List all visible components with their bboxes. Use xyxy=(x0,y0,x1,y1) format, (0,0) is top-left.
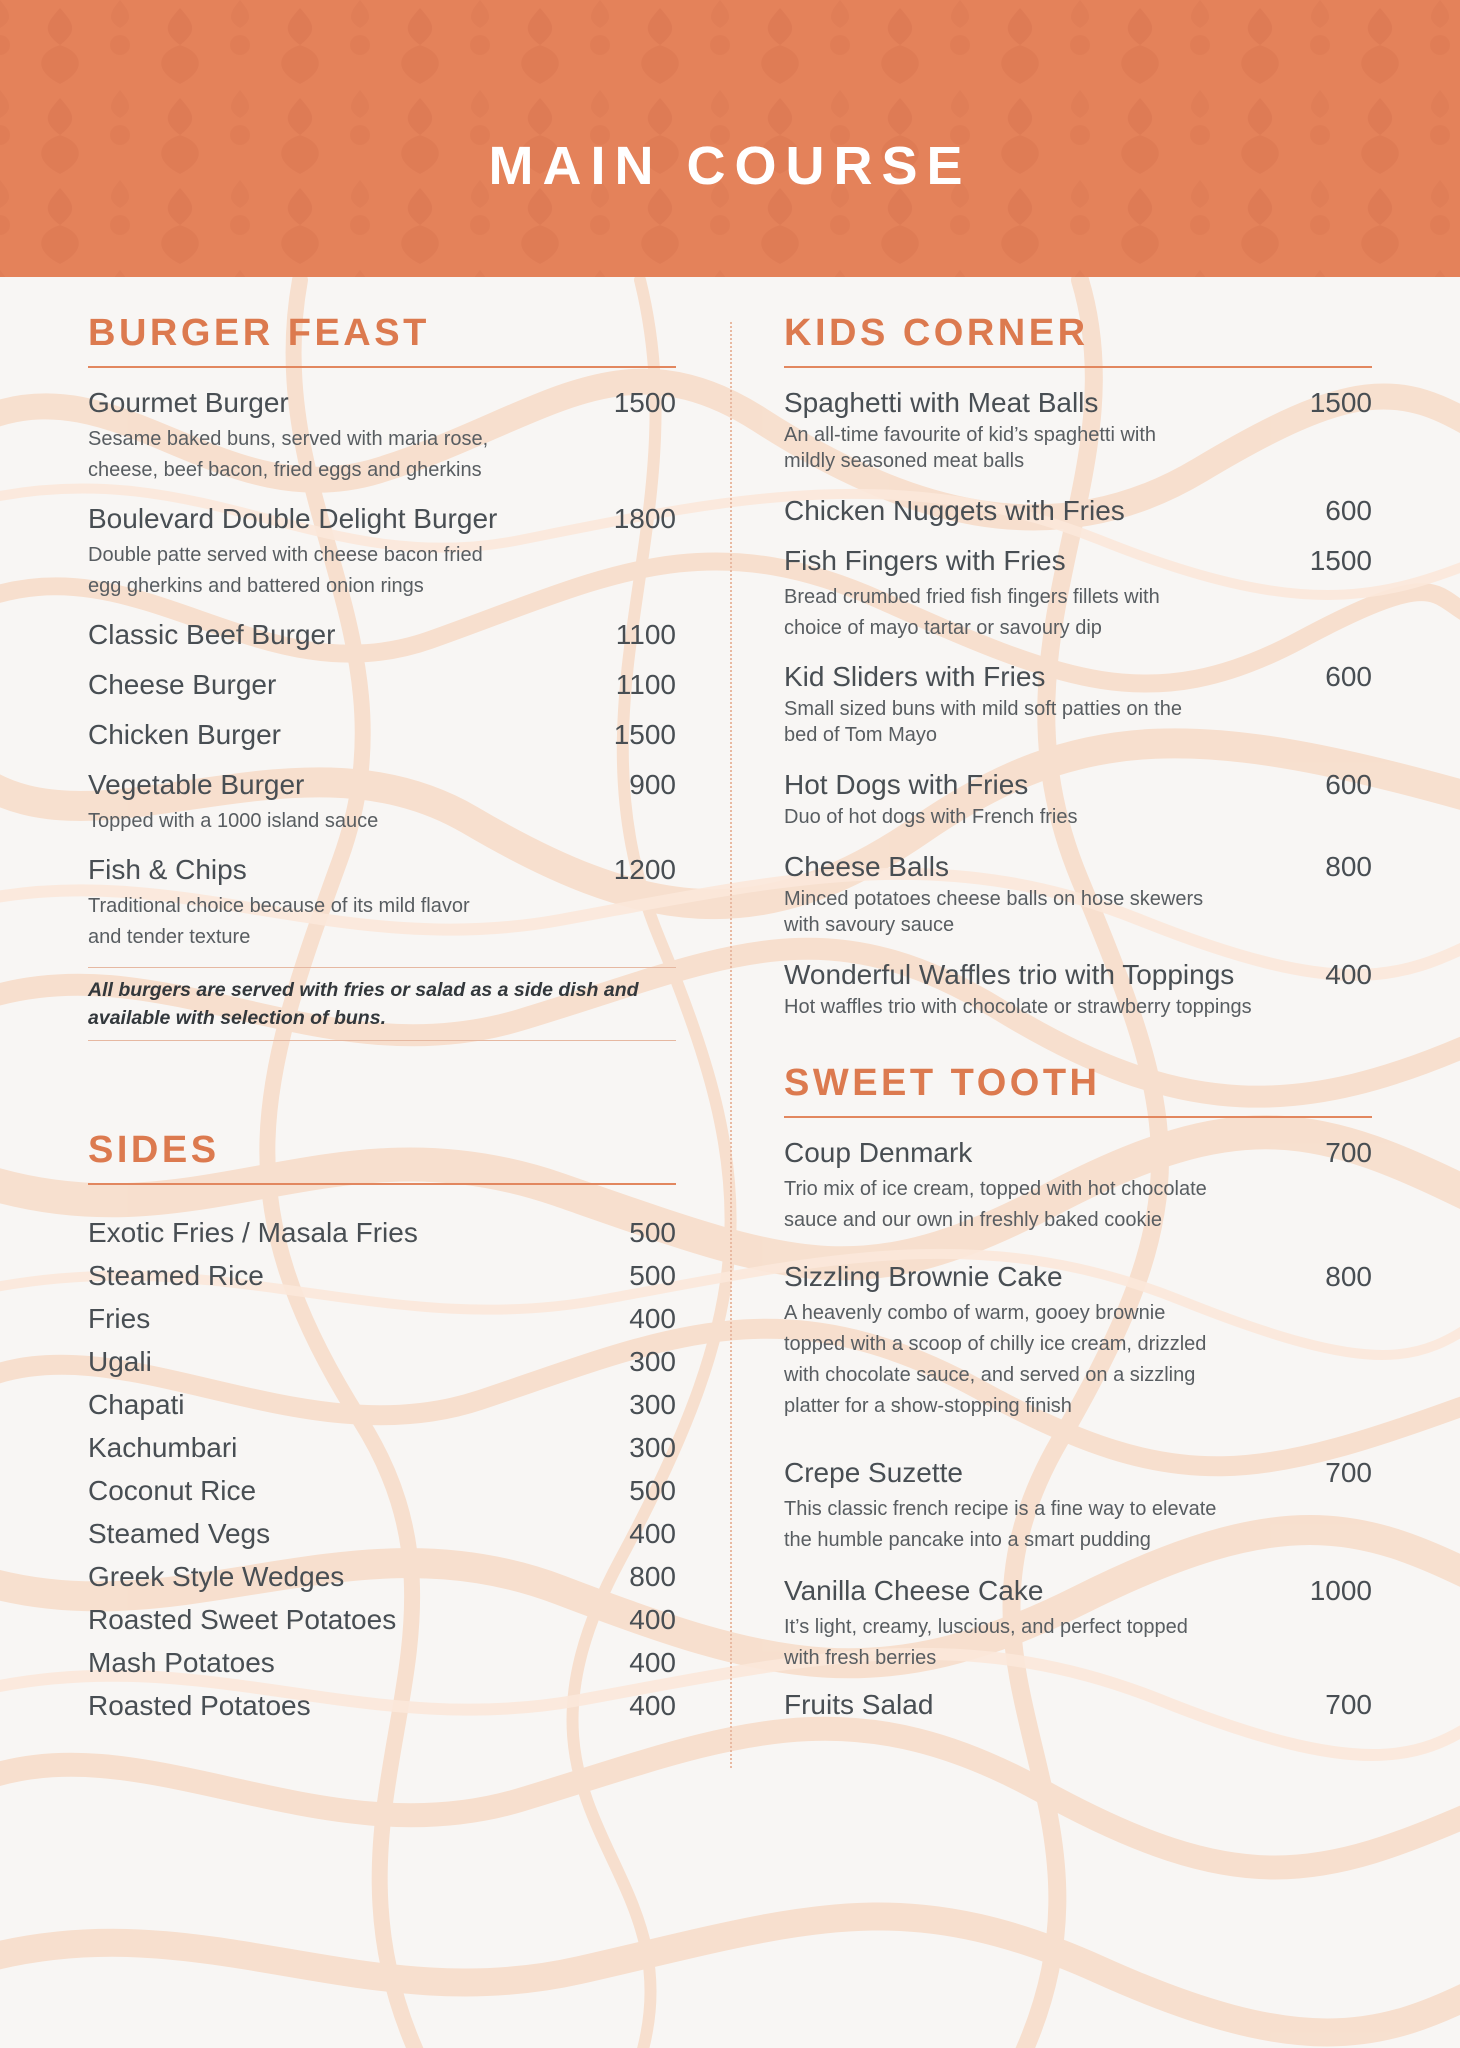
item-price: 700 xyxy=(1325,1689,1372,1720)
item-name: Crepe Suzette xyxy=(784,1457,963,1488)
column-divider xyxy=(730,322,732,1768)
list-item xyxy=(88,1598,676,1641)
item-price: 400 xyxy=(629,1690,676,1721)
item-name: Steamed Rice xyxy=(88,1260,264,1291)
item-name: Roasted Potatoes xyxy=(88,1690,311,1721)
item-price: 500 xyxy=(629,1475,676,1506)
list-item xyxy=(88,1469,676,1512)
menu-item xyxy=(88,500,676,602)
sides-list xyxy=(88,1211,676,1727)
item-description: An all-time favourite of kid’s spaghetti with mildly seasoned meat balls xyxy=(784,424,1157,472)
sides-section xyxy=(88,1127,676,1727)
burger-feast-section xyxy=(88,310,676,1041)
menu-item xyxy=(88,666,676,704)
list-item xyxy=(88,1684,676,1727)
item-description: This classic french recipe is a fine way to elevate the humble pancake into a smart pudding xyxy=(784,1498,1217,1551)
item-name: Classic Beef Burger xyxy=(88,619,336,650)
item-price: 600 xyxy=(1325,769,1372,800)
item-price: 1800 xyxy=(613,503,676,534)
menu-item xyxy=(88,384,676,486)
item-description: Hot waffles trio with chocolate or strawberry toppings xyxy=(784,996,1252,1018)
menu-item xyxy=(88,616,676,654)
item-name: Ugali xyxy=(88,1346,152,1377)
list-item xyxy=(88,1512,676,1555)
burger-note: All burgers are served with fries or salad as a side dish and available with selection of buns. xyxy=(88,967,676,1041)
item-price: 1500 xyxy=(613,387,676,418)
item-name: Gourmet Burger xyxy=(88,387,289,418)
kids-corner-section xyxy=(784,310,1372,1020)
item-name: Fish Fingers with Fries xyxy=(784,545,1066,576)
section-title-kids-corner: KIDS CORNER xyxy=(784,310,1372,368)
menu-item xyxy=(784,658,1372,748)
item-description: Sesame baked buns, served with maria rose, cheese, beef bacon, fried eggs and gherkins xyxy=(88,428,489,481)
item-name: Coconut Rice xyxy=(88,1475,257,1506)
item-name: Greek Style Wedges xyxy=(88,1561,345,1592)
item-price: 700 xyxy=(1325,1457,1372,1488)
section-title-burger-feast: BURGER FEAST xyxy=(88,310,676,368)
item-description: Topped with a 1000 island sauce xyxy=(88,810,379,832)
item-price: 900 xyxy=(629,769,676,800)
item-price: 300 xyxy=(629,1389,676,1420)
item-name: Wonderful Waffles trio with Toppings xyxy=(784,959,1235,990)
menu-item xyxy=(784,848,1372,938)
menu-item xyxy=(784,1258,1372,1422)
menu-item xyxy=(784,956,1372,1020)
item-name: Coup Denmark xyxy=(784,1137,973,1168)
item-name: Roasted Sweet Potatoes xyxy=(88,1604,397,1635)
item-price: 400 xyxy=(629,1604,676,1635)
section-title-sweet-tooth: SWEET TOOTH xyxy=(784,1060,1372,1118)
item-price: 600 xyxy=(1325,661,1372,692)
list-item xyxy=(88,1297,676,1340)
item-name: Cheese Burger xyxy=(88,669,277,700)
item-price: 1100 xyxy=(615,669,676,700)
item-price: 1200 xyxy=(613,854,676,885)
menu-item xyxy=(784,384,1372,474)
item-price: 400 xyxy=(629,1518,676,1549)
item-name: Mash Potatoes xyxy=(88,1647,275,1678)
menu-item xyxy=(784,766,1372,830)
item-name: Kachumbari xyxy=(88,1432,238,1463)
item-price: 800 xyxy=(629,1561,676,1592)
item-description: Small sized buns with mild soft patties on the bed of Tom Mayo xyxy=(784,698,1182,746)
list-item xyxy=(88,1254,676,1297)
item-price: 400 xyxy=(629,1647,676,1678)
item-price: 500 xyxy=(629,1260,676,1291)
menu-item xyxy=(784,1454,1372,1556)
item-price: 1000 xyxy=(1309,1575,1372,1606)
item-price: 1500 xyxy=(1309,545,1372,576)
item-name: Fruits Salad xyxy=(784,1689,934,1720)
item-price: 300 xyxy=(629,1346,676,1377)
item-price: 800 xyxy=(1325,851,1372,882)
menu-item xyxy=(88,766,676,837)
item-description: A heavenly combo of warm, gooey brownie topped with a scoop of chilly ice cream, drizzled with chocolate sauce, and served on a sizzling platter for a show-stopping finish xyxy=(784,1302,1207,1417)
header-banner xyxy=(0,0,1460,277)
item-price: 800 xyxy=(1325,1261,1372,1292)
item-name: Exotic Fries / Masala Fries xyxy=(88,1217,418,1248)
item-price: 300 xyxy=(629,1432,676,1463)
item-price: 500 xyxy=(629,1217,676,1248)
menu-item xyxy=(88,716,676,754)
item-price: 400 xyxy=(1325,959,1372,990)
list-item xyxy=(88,1211,676,1254)
item-description: Bread crumbed fried fish fingers fillets with choice of mayo tartar or savoury dip xyxy=(784,586,1160,639)
sweet-tooth-section xyxy=(784,1060,1372,1724)
item-name: Sizzling Brownie Cake xyxy=(784,1261,1063,1292)
menu-item xyxy=(784,542,1372,644)
item-name: Kid Sliders with Fries xyxy=(784,661,1046,692)
item-price: 400 xyxy=(629,1303,676,1334)
item-description: It’s light, creamy, luscious, and perfect topped with fresh berries xyxy=(784,1616,1188,1669)
item-price: 600 xyxy=(1325,495,1372,526)
item-name: Hot Dogs with Fries xyxy=(784,769,1029,800)
item-name: Spaghetti with Meat Balls xyxy=(784,387,1099,418)
item-name: Cheese Balls xyxy=(784,851,949,882)
item-name: Fish & Chips xyxy=(88,854,247,885)
item-price: 1500 xyxy=(613,719,676,750)
item-price: 1500 xyxy=(1309,387,1372,418)
item-name: Vanilla Cheese Cake xyxy=(784,1575,1044,1606)
list-item xyxy=(88,1383,676,1426)
section-title-sides: SIDES xyxy=(88,1127,676,1185)
item-name: Chapati xyxy=(88,1389,185,1420)
list-item xyxy=(88,1641,676,1684)
item-name: Steamed Vegs xyxy=(88,1518,271,1549)
item-name: Fries xyxy=(88,1303,151,1334)
item-name: Boulevard Double Delight Burger xyxy=(88,503,498,534)
item-name: Chicken Nuggets with Fries xyxy=(784,495,1125,526)
item-price: 700 xyxy=(1325,1137,1372,1168)
item-description: Duo of hot dogs with French fries xyxy=(784,806,1078,828)
page-title: MAIN COURSE xyxy=(488,136,972,196)
item-name: Chicken Burger xyxy=(88,719,281,750)
item-description: Minced potatoes cheese balls on hose skewers with savoury sauce xyxy=(784,888,1204,936)
item-description: Traditional choice because of its mild flavor and tender texture xyxy=(88,895,470,948)
menu-item xyxy=(784,1134,1372,1236)
item-description: Double patte served with cheese bacon fried egg gherkins and battered onion rings xyxy=(88,544,483,597)
right-column xyxy=(784,310,1372,1738)
item-price: 1100 xyxy=(615,619,676,650)
list-item xyxy=(88,1340,676,1383)
menu-item xyxy=(88,851,676,953)
menu-item xyxy=(784,1686,1372,1724)
item-name: Vegetable Burger xyxy=(88,769,305,800)
menu-item xyxy=(784,1572,1372,1674)
list-item xyxy=(88,1555,676,1598)
menu-item xyxy=(784,492,1372,530)
list-item xyxy=(88,1426,676,1469)
item-description: Trio mix of ice cream, topped with hot chocolate sauce and our own in freshly baked cookie xyxy=(784,1178,1207,1231)
left-column xyxy=(88,310,676,1727)
